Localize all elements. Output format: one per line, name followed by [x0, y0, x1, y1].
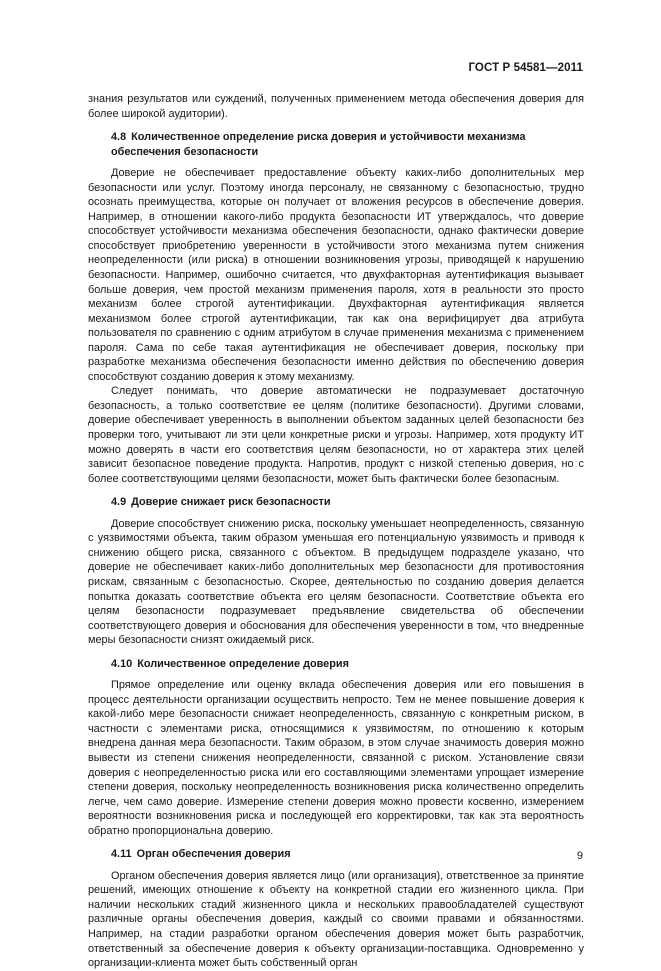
paragraph: Доверие способствует снижению риска, поскольку уменьшает неопределенность, связанную с уязвимостями объекта, таким образом уменьшая его потенциальную уязвимость и приводя к снижению общего риска, связанного с объектом. В предыдущем подразделе указано, что доверие не обеспечивает каких-либо дополнительных мер безопасности для противостояния рискам, связанным с безопасностью. Скорее, деятельностью по созданию доверия делается попытка доказать соответствие объекта его целям безопасности. Соответствие объекта его целям безопасности подразумевает предъявление свидетельства об обеспечении соответствующего доверия и обоснования для обеспечения уверенности в том, что внедренные меры безопасности снизят ожидаемый риск. [88, 517, 584, 647]
section-heading-4-8 [88, 130, 584, 159]
document-code-header: ГОСТ Р 54581—2011 [468, 62, 583, 74]
paragraph: Следует понимать, что доверие автоматически не подразумевает достаточную безопасность, а только соответствие ее целям (политике безопасности). Другими словами, доверие обеспечивает уверенность в выполнении объектом заданных целей безопасности без проверки того, учитывают ли эти цели конкретные риски и угрозы. Например, хотя продукту ИТ можно доверять в части его соответствия целям безопасности, но от характера этих целей зависит безопасное поведение продукта. Напротив, продукт с низкой степенью доверия, но с более соответствующими целями безопасности, может быть фактически более безопасным. [88, 385, 584, 485]
section-title: Орган обеспечения доверия [136, 848, 291, 861]
paragraph: Прямое определение или оценку вклада обеспечения доверия или его повышения в процесс деятельности организации осуществить непросто. Тем не менее повышение доверия к какой-либо мере безопасности снижает неопределенность, связанную с конкретным риском, в частности с элементами риска, относящимися к уязвимостям, по отношению к которым внедрена данная мера безопасности. Таким образом, в этом случае значимость доверия можно вывести из степени снижения неопределенности, связанной с риском. Установление связи доверия с неопределенностью риска или его составляющими элементами упрощает измерение степени доверия, поскольку неопределенность возникновения риска количественно определить легче, чем само доверие. Измерение степени доверия можно провести косвенно, измерением вероятности возникновения риска и последующей его корректировки, так как эта вероятность обратно пропорциональна доверию. [88, 679, 584, 837]
page-content [88, 92, 584, 971]
intro-paragraph: знания результатов или суждений, полученных применением метода обеспечения доверия для более широкой аудитории). [88, 93, 584, 120]
section-heading-4-11 [88, 847, 584, 862]
page-number: 9 [576, 850, 583, 862]
section-number: 4.11 [111, 848, 132, 861]
section-number: 4.10 [111, 657, 133, 670]
section-title: Доверие снижает риск безопасности [131, 496, 331, 509]
section-heading-4-10 [88, 657, 584, 672]
paragraph: Доверие не обеспечивает предоставление объекту каких-либо дополнительных мер безопасности или услуг. Поэтому иногда персоналу, не связанному с безопасностью, трудно осознать преимущества, которые он получает от вложения ресурсов в обеспечение доверия. Например, в отношении какого-либо продукта безопасности ИТ утверждалось, что доверие способствует устойчивости механизма обеспечения безопасности, однако фактически доверие способствует приобретению уверенности в устойчивости этого механизма путем снижения неопределенности (или риска) в отношении возникновения угрозы, приводящей к нарушению безопасности. Например, ошибочно считается, что двухфакторная аутентификация вызывает больше доверия, чем простой механизм применения пароля, хотя в реальности это просто механизм более строгой аутентификации. Двухфакторная аутентификация является механизмом более строгой аутентификации, так как она верифицирует два атрибута пользователя по сравнению с одним атрибутом в случае применения механизма с применением пароля. Сама по себе такая аутентификация не обеспечивает доверия, поскольку при разработке механизма обеспечения безопасности именно действия по обеспечению доверия способствуют созданию доверия к этому механизму. [88, 167, 584, 383]
section-heading-4-9 [88, 495, 584, 510]
section-title: Количественное определение доверия [137, 657, 349, 670]
section-number: 4.9 [111, 496, 127, 509]
section-title: Количественное определение риска доверия и устойчивости механизма обеспечения безопасности [111, 131, 526, 158]
section-number: 4.8 [111, 131, 127, 144]
paragraph: Органом обеспечения доверия является лицо (или организация), ответственное за принятие решений, имеющих отношение к объекту на конкретной стадии его жизненного цикла. При наличии нескольких стадий жизненного цикла и нескольких правообладателей существуют различные органы обеспечения доверия, каждый со своими правами и обязанностями. Например, на стадии разработки органом обеспечения доверия может быть разработчик, ответственный за обеспечение доверия к объекту организации-поставщика. Одновременно у организации-клиента может быть собственный орган [88, 869, 584, 970]
